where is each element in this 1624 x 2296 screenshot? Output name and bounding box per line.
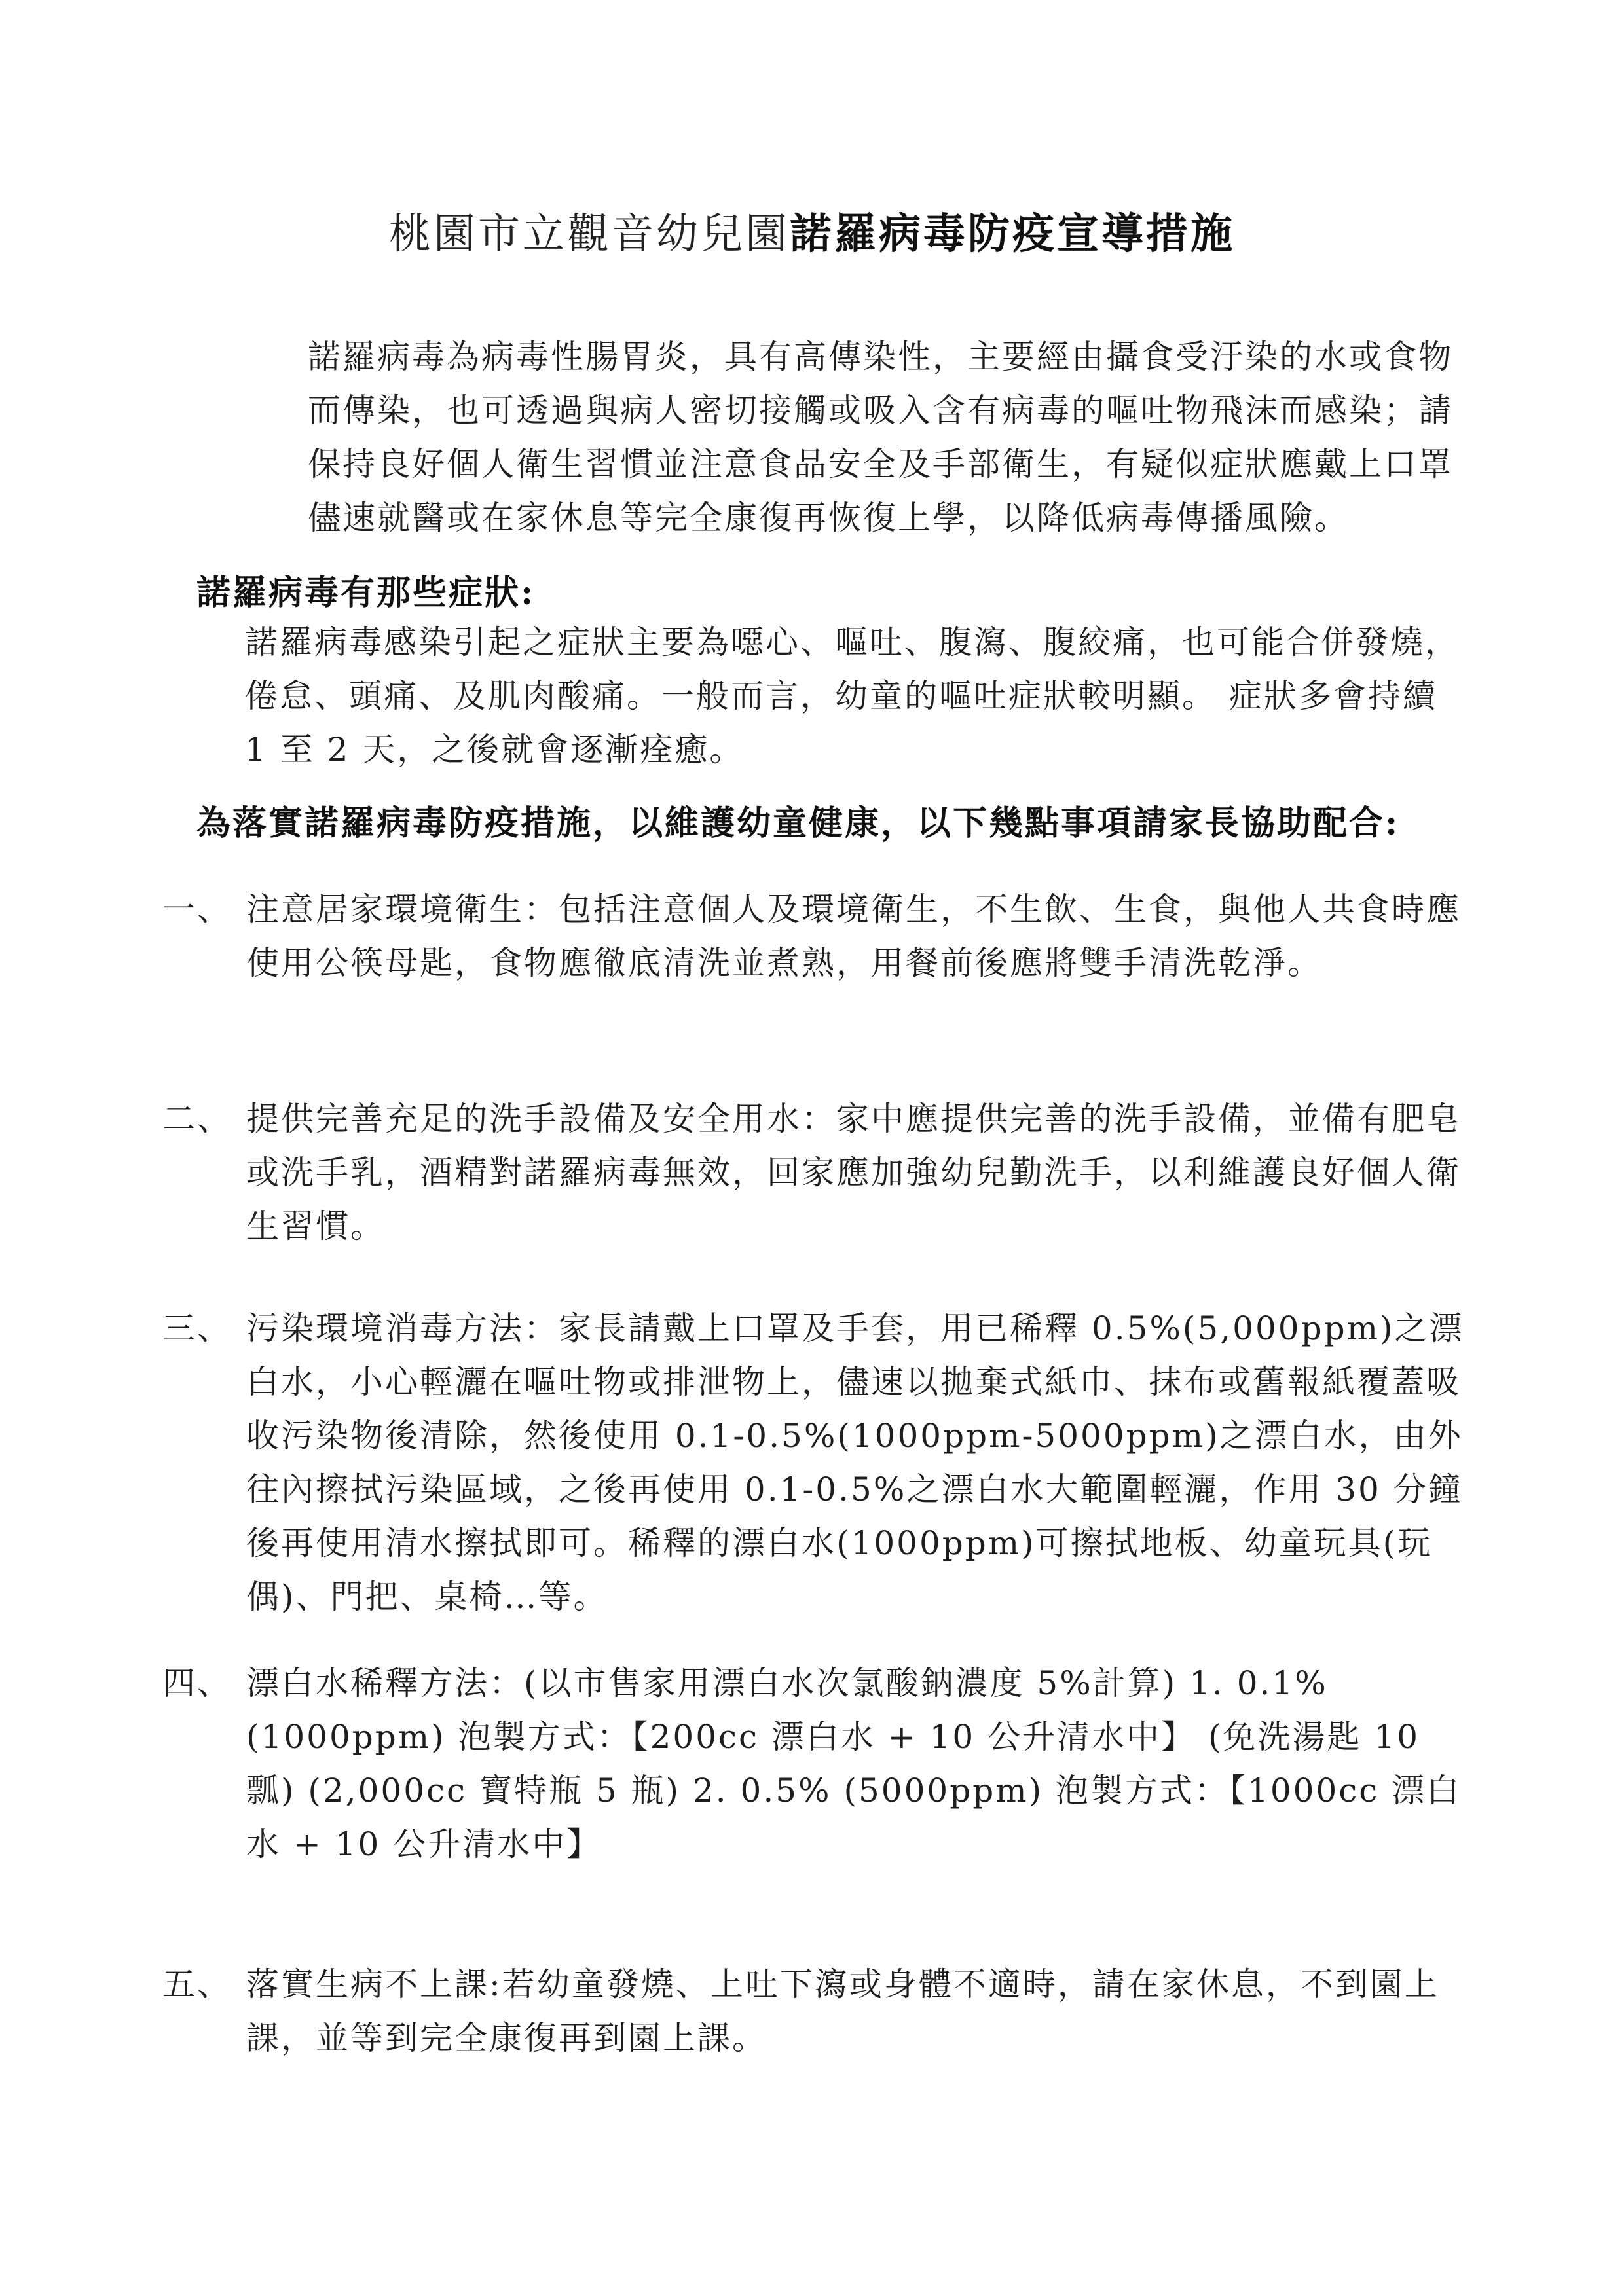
intro-paragraph [229,330,1473,545]
measure-item-text: 提供完善充足的洗手設備及安全用水：家中應提供完善的洗手設備，並備有肥皂或洗手乳，酒精對諾羅病毒無效，回家應加強幼兒勤洗手，以利維護良好個人衛生習慣。 [246,1100,1461,1245]
measure-item-number: 一、 [162,890,232,928]
measure-item [162,1656,1472,1871]
measure-item [162,1958,1472,2065]
title-topic: 諾羅病毒防疫宣導措施 [790,210,1235,259]
measure-item [162,1302,1472,1624]
measure-item-text: 注意居家環境衛生：包括注意個人及環境衛生，不生飲、生食，與他人共食時應使用公筷母匙，食物應徹底清洗並煮熟，用餐前後應將雙手清洗乾淨。 [246,890,1461,982]
measure-item-number: 二、 [162,1100,232,1138]
measure-item-text: 漂白水稀釋方法：(以市售家用漂白水次氯酸鈉濃度 5%計算) 1. 0.1% (1000ppm) 泡製方式：【200cc 漂白水 + 10 公升清水中】 (免洗湯匙 10 瓢) (2,000cc 寶特瓶 5 瓶) 2. 0.5% (5000ppm) 泡製方式：【1000cc 漂白水 + 10 公升清水中】 [246,1664,1462,1863]
document-title [0,208,1624,261]
measure-item [162,1092,1472,1253]
measure-item-number: 四、 [162,1664,232,1702]
measure-item [162,883,1472,990]
measure-item-text: 污染環境消毒方法：家長請戴上口罩及手套，用已稀釋 0.5%(5,000ppm)之漂白水，小心輕灑在嘔吐物或排泄物上，儘速以拋棄式紙巾、抹布或舊報紙覆蓋吸收污染物後清除，然後使用 0.1-0.5%(1000ppm-5000ppm)之漂白水，由外往內擦拭污染區域，之後再使用 0.1-0.5%之漂白水大範圍輕灑，作用 30 分鐘後再使用清水擦拭即可。稀釋的漂白水(1000ppm)可擦拭地板、幼童玩具(玩偶)、門把、桌椅…等。 [246,1309,1464,1616]
title-school-name: 桃園市立觀音幼兒園 [389,210,790,259]
measure-item-text: 落實生病不上課:若幼童發燒、上吐下瀉或身體不適時，請在家休息，不到園上課，並等到完全康復再到園上課。 [246,1965,1439,2057]
intro-text: 諾羅病毒為病毒性腸胃炎，具有高傳染性，主要經由攝食受汙染的水或食物而傳染，也可透過與病人密切接觸或吸入含有病毒的嘔吐物飛沫而感染；請保持良好個人衛生習慣並注意食品安全及手部衛生，有疑似症狀應戴上口罩儘速就醫或在家休息等完全康復再恢復上學，以降低病毒傳播風險。 [308,338,1453,537]
symptoms-text: 諾羅病毒感染引起之症狀主要為噁心、嘔吐、腹瀉、腹絞痛，也可能合併發燒，倦怠、頭痛、及肌肉酸痛。一般而言，幼童的嘔吐症狀較明顯。 症狀多會持續 1 至 2 天，之後就會逐漸痊癒。 [245,623,1460,769]
measure-item-number: 三、 [162,1309,232,1347]
symptoms-paragraph [162,615,1472,776]
measure-item-number: 五、 [162,1965,232,2003]
symptoms-heading: 諾羅病毒有那些症狀: [196,573,536,613]
measures-heading: 為落實諾羅病毒防疫措施，以維護幼童健康，以下幾點事項請家長協助配合: [196,803,1400,843]
